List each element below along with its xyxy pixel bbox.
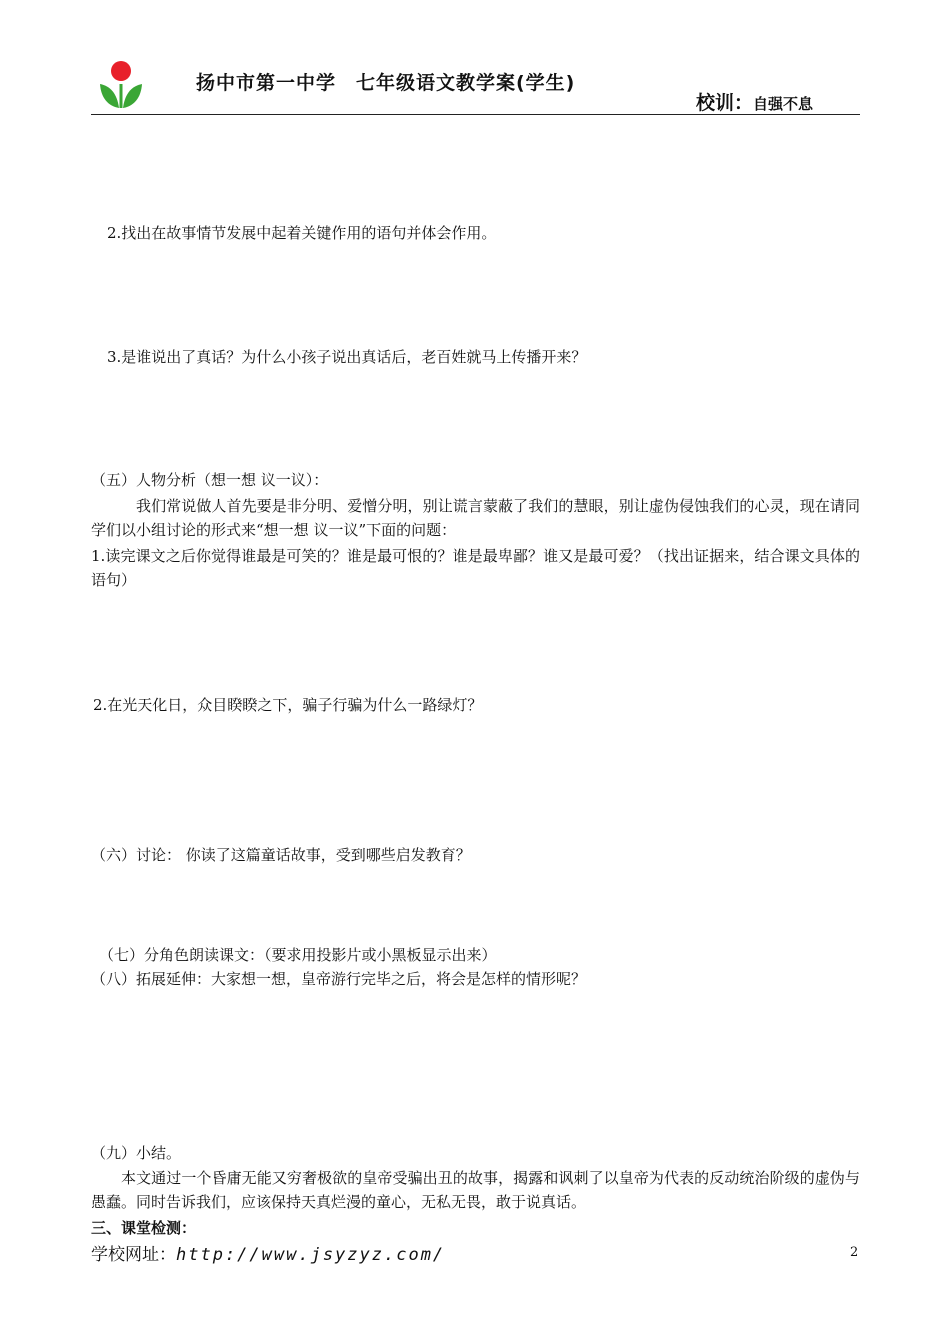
school-logo-icon (98, 60, 144, 110)
motto-label: 校训： (696, 92, 754, 114)
footer-url-link[interactable]: http://www.jsyzyz.com/ (176, 1245, 446, 1265)
footer-url-label: 学校网址： (91, 1245, 176, 1265)
logo-left-leaf (100, 84, 119, 108)
header-title: 扬中市第一中学 七年级语文教学案(学生) (196, 72, 576, 94)
section-5-heading: （五）人物分析（想一想 议一议）： (91, 471, 329, 489)
school-motto (696, 88, 813, 115)
section-7: （七）分角色朗读课文：（要求用投影片或小黑板显示出来） (99, 946, 497, 964)
section-5-intro: 我们常说做人首先要是非分明、爱憎分明，别让谎言蒙蔽了我们的慧眼，别让虚伪侵蚀我们的心灵，现在请同学们以小组讨论的形式来“想一想 议一议”下面的问题： (91, 497, 860, 539)
logo-red-dot (111, 61, 131, 81)
section-9-heading: （九）小结。 (91, 1144, 182, 1162)
question-2: 2.找出在故事情节发展中起着关键作用的语句并体会作用。 (107, 224, 497, 242)
motto-value: 自强不息 (753, 95, 814, 113)
page-number: 2 (850, 1245, 859, 1260)
section-5-question-2: 2.在光天化日，众目睽睽之下，骗子行骗为什么一路绿灯？ (93, 696, 483, 714)
footer-school-url (91, 1240, 445, 1265)
header-rule (91, 114, 860, 115)
logo-right-leaf (123, 84, 142, 108)
section-3-heading: 三、课堂检测： (91, 1219, 197, 1237)
logo-stem (120, 84, 123, 108)
section-5-question-1: 1.读完课文之后你觉得谁最是可笑的？谁是最可恨的？谁是最卑鄙？谁又是最可爱？（找出证据来，结合课文具体的语句） (91, 547, 860, 589)
section-6: （六）讨论： 你读了这篇童话故事，受到哪些启发教育？ (91, 846, 471, 864)
section-8: （八）拓展延伸：大家想一想，皇帝游行完毕之后，将会是怎样的情形呢？ (91, 970, 587, 988)
section-9-summary: 本文通过一个昏庸无能又穷奢极欲的皇帝受骗出丑的故事，揭露和讽刺了以皇帝为代表的反动统治阶级的虚伪与愚蠢。同时告诉我们，应该保持天真烂漫的童心，无私无畏，敢于说真话。 (91, 1169, 860, 1211)
question-3: 3.是谁说出了真话？为什么小孩子说出真话后，老百姓就马上传播开来？ (107, 348, 587, 366)
